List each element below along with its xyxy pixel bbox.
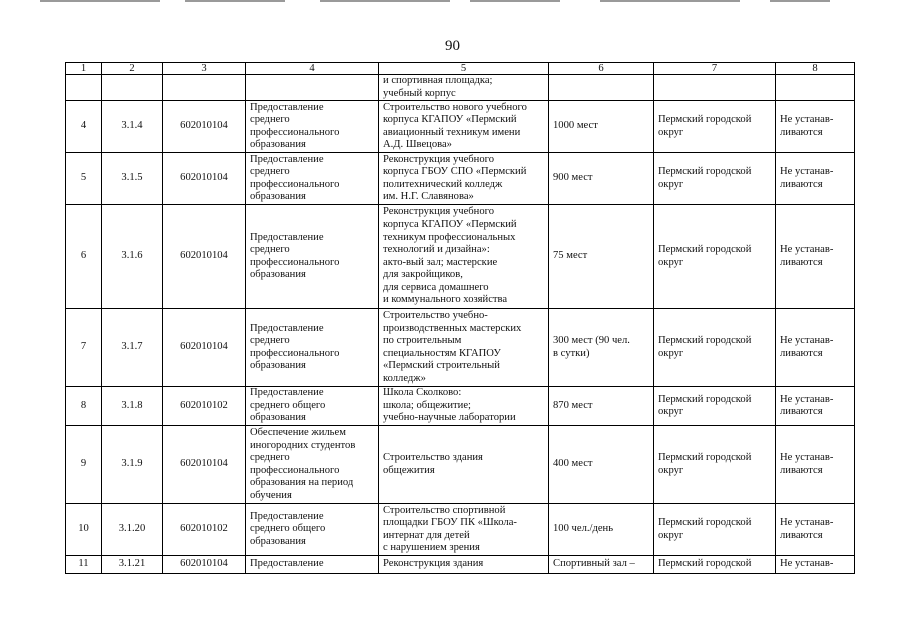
table-cell-col8: Не устанав- ливаются xyxy=(776,387,855,426)
table-row xyxy=(66,504,855,556)
table-cell-col8 xyxy=(776,75,855,101)
table-cell-col5: и спортивная площадка; учебный корпус xyxy=(379,75,549,101)
table-cell-col3 xyxy=(163,75,246,101)
table-cell-col7: Пермский городской округ xyxy=(654,205,776,309)
table-cell-col7: Пермский городской округ xyxy=(654,426,776,504)
table-cell-col8: Не устанав- ливаются xyxy=(776,205,855,309)
page-number: 90 xyxy=(445,38,460,54)
table-row xyxy=(66,153,855,205)
table-cell-col1: 8 xyxy=(66,387,102,426)
column-header: 5 xyxy=(379,63,549,75)
table-row xyxy=(66,426,855,504)
table-cell-col6: 100 чел./день xyxy=(549,504,654,556)
table-cell-col5: Школа Сколково: школа; общежитие; учебно-научные лаборатории xyxy=(379,387,549,426)
table-cell-col6: 900 мест xyxy=(549,153,654,205)
table-row xyxy=(66,101,855,153)
table-cell-col3: 602010104 xyxy=(163,205,246,309)
table-cell-col6 xyxy=(549,75,654,101)
table-cell-col7: Пермский городской округ xyxy=(654,387,776,426)
table-cell-col7: Пермский городской округ xyxy=(654,101,776,153)
table-cell-col5: Реконструкция учебного корпуса ГБОУ СПО «Пермский политехнический колледж им. Н.Г. Славянова» xyxy=(379,153,549,205)
table-cell-col5: Реконструкция учебного корпуса КГАПОУ «Пермский техникум профессиональных технологий и дизайна»: акто-вый зал; мастерские для закройщиков, для сервиса домашнего и коммунального хозяйства xyxy=(379,205,549,309)
table-cell-col8: Не устанав- ливаются xyxy=(776,504,855,556)
table-cell-col2: 3.1.8 xyxy=(102,387,163,426)
table-cell-col2: 3.1.21 xyxy=(102,556,163,574)
column-header: 8 xyxy=(776,63,855,75)
table-cell-col1: 5 xyxy=(66,153,102,205)
document-table xyxy=(65,62,855,574)
table-cell-col7: Пермский городской округ xyxy=(654,309,776,387)
table-cell-col6: 400 мест xyxy=(549,426,654,504)
table-cell-col7: Пермский городской xyxy=(654,556,776,574)
table-row xyxy=(66,387,855,426)
table-cell-col4: Предоставление среднего профессионального образования xyxy=(246,153,379,205)
table-cell-col6: 1000 мест xyxy=(549,101,654,153)
table-row xyxy=(66,205,855,309)
scan-top-edge xyxy=(0,0,905,3)
table-cell-col6: 75 мест xyxy=(549,205,654,309)
table-cell-col2: 3.1.7 xyxy=(102,309,163,387)
table-cell-col2 xyxy=(102,75,163,101)
table-cell-col1 xyxy=(66,75,102,101)
table-cell-col6: 300 мест (90 чел. в сутки) xyxy=(549,309,654,387)
table-cell-col4: Предоставление xyxy=(246,556,379,574)
table-cell-col6: Спортивный зал – xyxy=(549,556,654,574)
table-cell-col4: Предоставление среднего профессионального образования xyxy=(246,205,379,309)
table-cell-col2: 3.1.6 xyxy=(102,205,163,309)
table-cell-col8: Не устанав- ливаются xyxy=(776,153,855,205)
table-cell-col6: 870 мест xyxy=(549,387,654,426)
column-header: 3 xyxy=(163,63,246,75)
table-cell-col4: Предоставление среднего профессионального образования xyxy=(246,101,379,153)
table-cell-col1: 6 xyxy=(66,205,102,309)
table-cell-col8: Не устанав- ливаются xyxy=(776,101,855,153)
table-cell-col3: 602010102 xyxy=(163,387,246,426)
table-cell-col3: 602010104 xyxy=(163,309,246,387)
table-cell-col4: Обеспечение жильем иногородних студентов среднего профессионального образования на период обучения xyxy=(246,426,379,504)
table-cell-col3: 602010104 xyxy=(163,556,246,574)
table-header-row xyxy=(66,63,855,75)
table-cell-col3: 602010104 xyxy=(163,101,246,153)
table-cell-col3: 602010102 xyxy=(163,504,246,556)
table-row xyxy=(66,75,855,101)
table-cell-col8: Не устанав- ливаются xyxy=(776,426,855,504)
table-cell-col1: 10 xyxy=(66,504,102,556)
table-cell-col2: 3.1.9 xyxy=(102,426,163,504)
table-cell-col5: Реконструкция здания xyxy=(379,556,549,574)
table-cell-col7: Пермский городской округ xyxy=(654,153,776,205)
table-cell-col5: Строительство здания общежития xyxy=(379,426,549,504)
table-cell-col3: 602010104 xyxy=(163,426,246,504)
table-cell-col2: 3.1.20 xyxy=(102,504,163,556)
table-cell-col4: Предоставление среднего общего образования xyxy=(246,504,379,556)
table-cell-col7 xyxy=(654,75,776,101)
table-cell-col1: 9 xyxy=(66,426,102,504)
table-cell-col1: 11 xyxy=(66,556,102,574)
column-header: 1 xyxy=(66,63,102,75)
table-cell-col5: Строительство учебно- производственных мастерских по строительным специальностям КГАПОУ «Пермский строительный колледж» xyxy=(379,309,549,387)
table-row xyxy=(66,309,855,387)
table-row xyxy=(66,556,855,574)
table-cell-col8: Не устанав- ливаются xyxy=(776,309,855,387)
table-cell-col2: 3.1.5 xyxy=(102,153,163,205)
column-header: 4 xyxy=(246,63,379,75)
table-cell-col4: Предоставление среднего профессионального образования xyxy=(246,309,379,387)
table-cell-col2: 3.1.4 xyxy=(102,101,163,153)
table-cell-col7: Пермский городской округ xyxy=(654,504,776,556)
table-cell-col1: 7 xyxy=(66,309,102,387)
table-cell-col4 xyxy=(246,75,379,101)
table-cell-col5: Строительство спортивной площадки ГБОУ ПК «Школа- интернат для детей с нарушением зрения xyxy=(379,504,549,556)
table-cell-col4: Предоставление среднего общего образования xyxy=(246,387,379,426)
table-cell-col8: Не устанав- xyxy=(776,556,855,574)
column-header: 6 xyxy=(549,63,654,75)
table-cell-col1: 4 xyxy=(66,101,102,153)
column-header: 2 xyxy=(102,63,163,75)
table-cell-col3: 602010104 xyxy=(163,153,246,205)
column-header: 7 xyxy=(654,63,776,75)
table-cell-col5: Строительство нового учебного корпуса КГАПОУ «Пермский авиационный техникум имени А.Д. Швецова» xyxy=(379,101,549,153)
